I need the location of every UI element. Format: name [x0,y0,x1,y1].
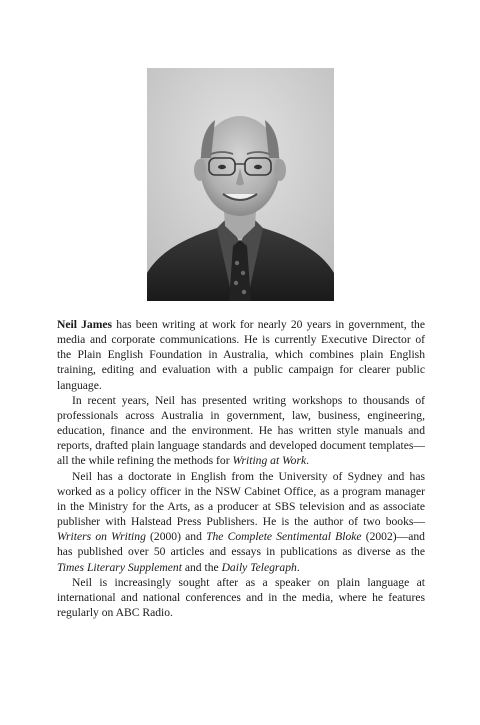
bio-paragraph-3-text-2: (2000) and [145,530,207,544]
bio-paragraph-4 [57,575,425,620]
bio-paragraph-3-text-3: (2002)—and has published over 50 articles and essays in publications as diverse as the [57,530,425,559]
publication-tls: Times Literary Supplement [57,560,182,574]
bio-paragraph-3-end: . [296,560,300,574]
book-title-writing-at-work: Writing at Work [232,454,307,468]
bio-paragraph-1-text: has been writing at work for nearly 20 years in government, the media and corporate communications. He is currently Executive Director of the Plain English Foundation in Australia, which combines plain English training, editing and evaluation with a public campaign for clearer public language. [57,318,425,392]
publication-daily-telegraph: Daily Telegraph [221,560,297,574]
bio-paragraph-2-text: In recent years, Neil has presented writing workshops to thousands of professionals across Australia in government, law, business, engineering, education, finance and the environment. He has written style manuals and reports, drafted plain language standards and developed document templates—all the while refining the methods for [57,393,425,468]
bio-paragraph-2 [57,393,425,469]
author-name: Neil James [57,318,113,331]
author-bio [57,317,425,620]
bio-paragraph-3-text-4: and the [181,560,222,574]
bio-paragraph-2-end: . [306,454,310,468]
book-title-sentimental-bloke: The Complete Sentimental Bloke [206,530,362,544]
bio-paragraph-1 [57,317,425,393]
bio-paragraph-4-text: Neil is increasingly sought after as a speaker on plain language at international and national conferences and in the media, where he features regularly on ABC Radio. [57,575,425,619]
author-photo [147,68,334,301]
book-title-writers-on-writing: Writers on Writing [57,530,146,544]
author-portrait-image [147,68,334,301]
bio-paragraph-3-text-1: Neil has a doctorate in English from the University of Sydney and has worked as a policy officer in the NSW Cabinet Office, as a program manager in the Ministry for the Arts, as a producer at SBS television and as associate publisher with Halstead Press Publishers. He is the author of two books— [57,469,425,529]
bio-paragraph-3 [57,469,425,575]
